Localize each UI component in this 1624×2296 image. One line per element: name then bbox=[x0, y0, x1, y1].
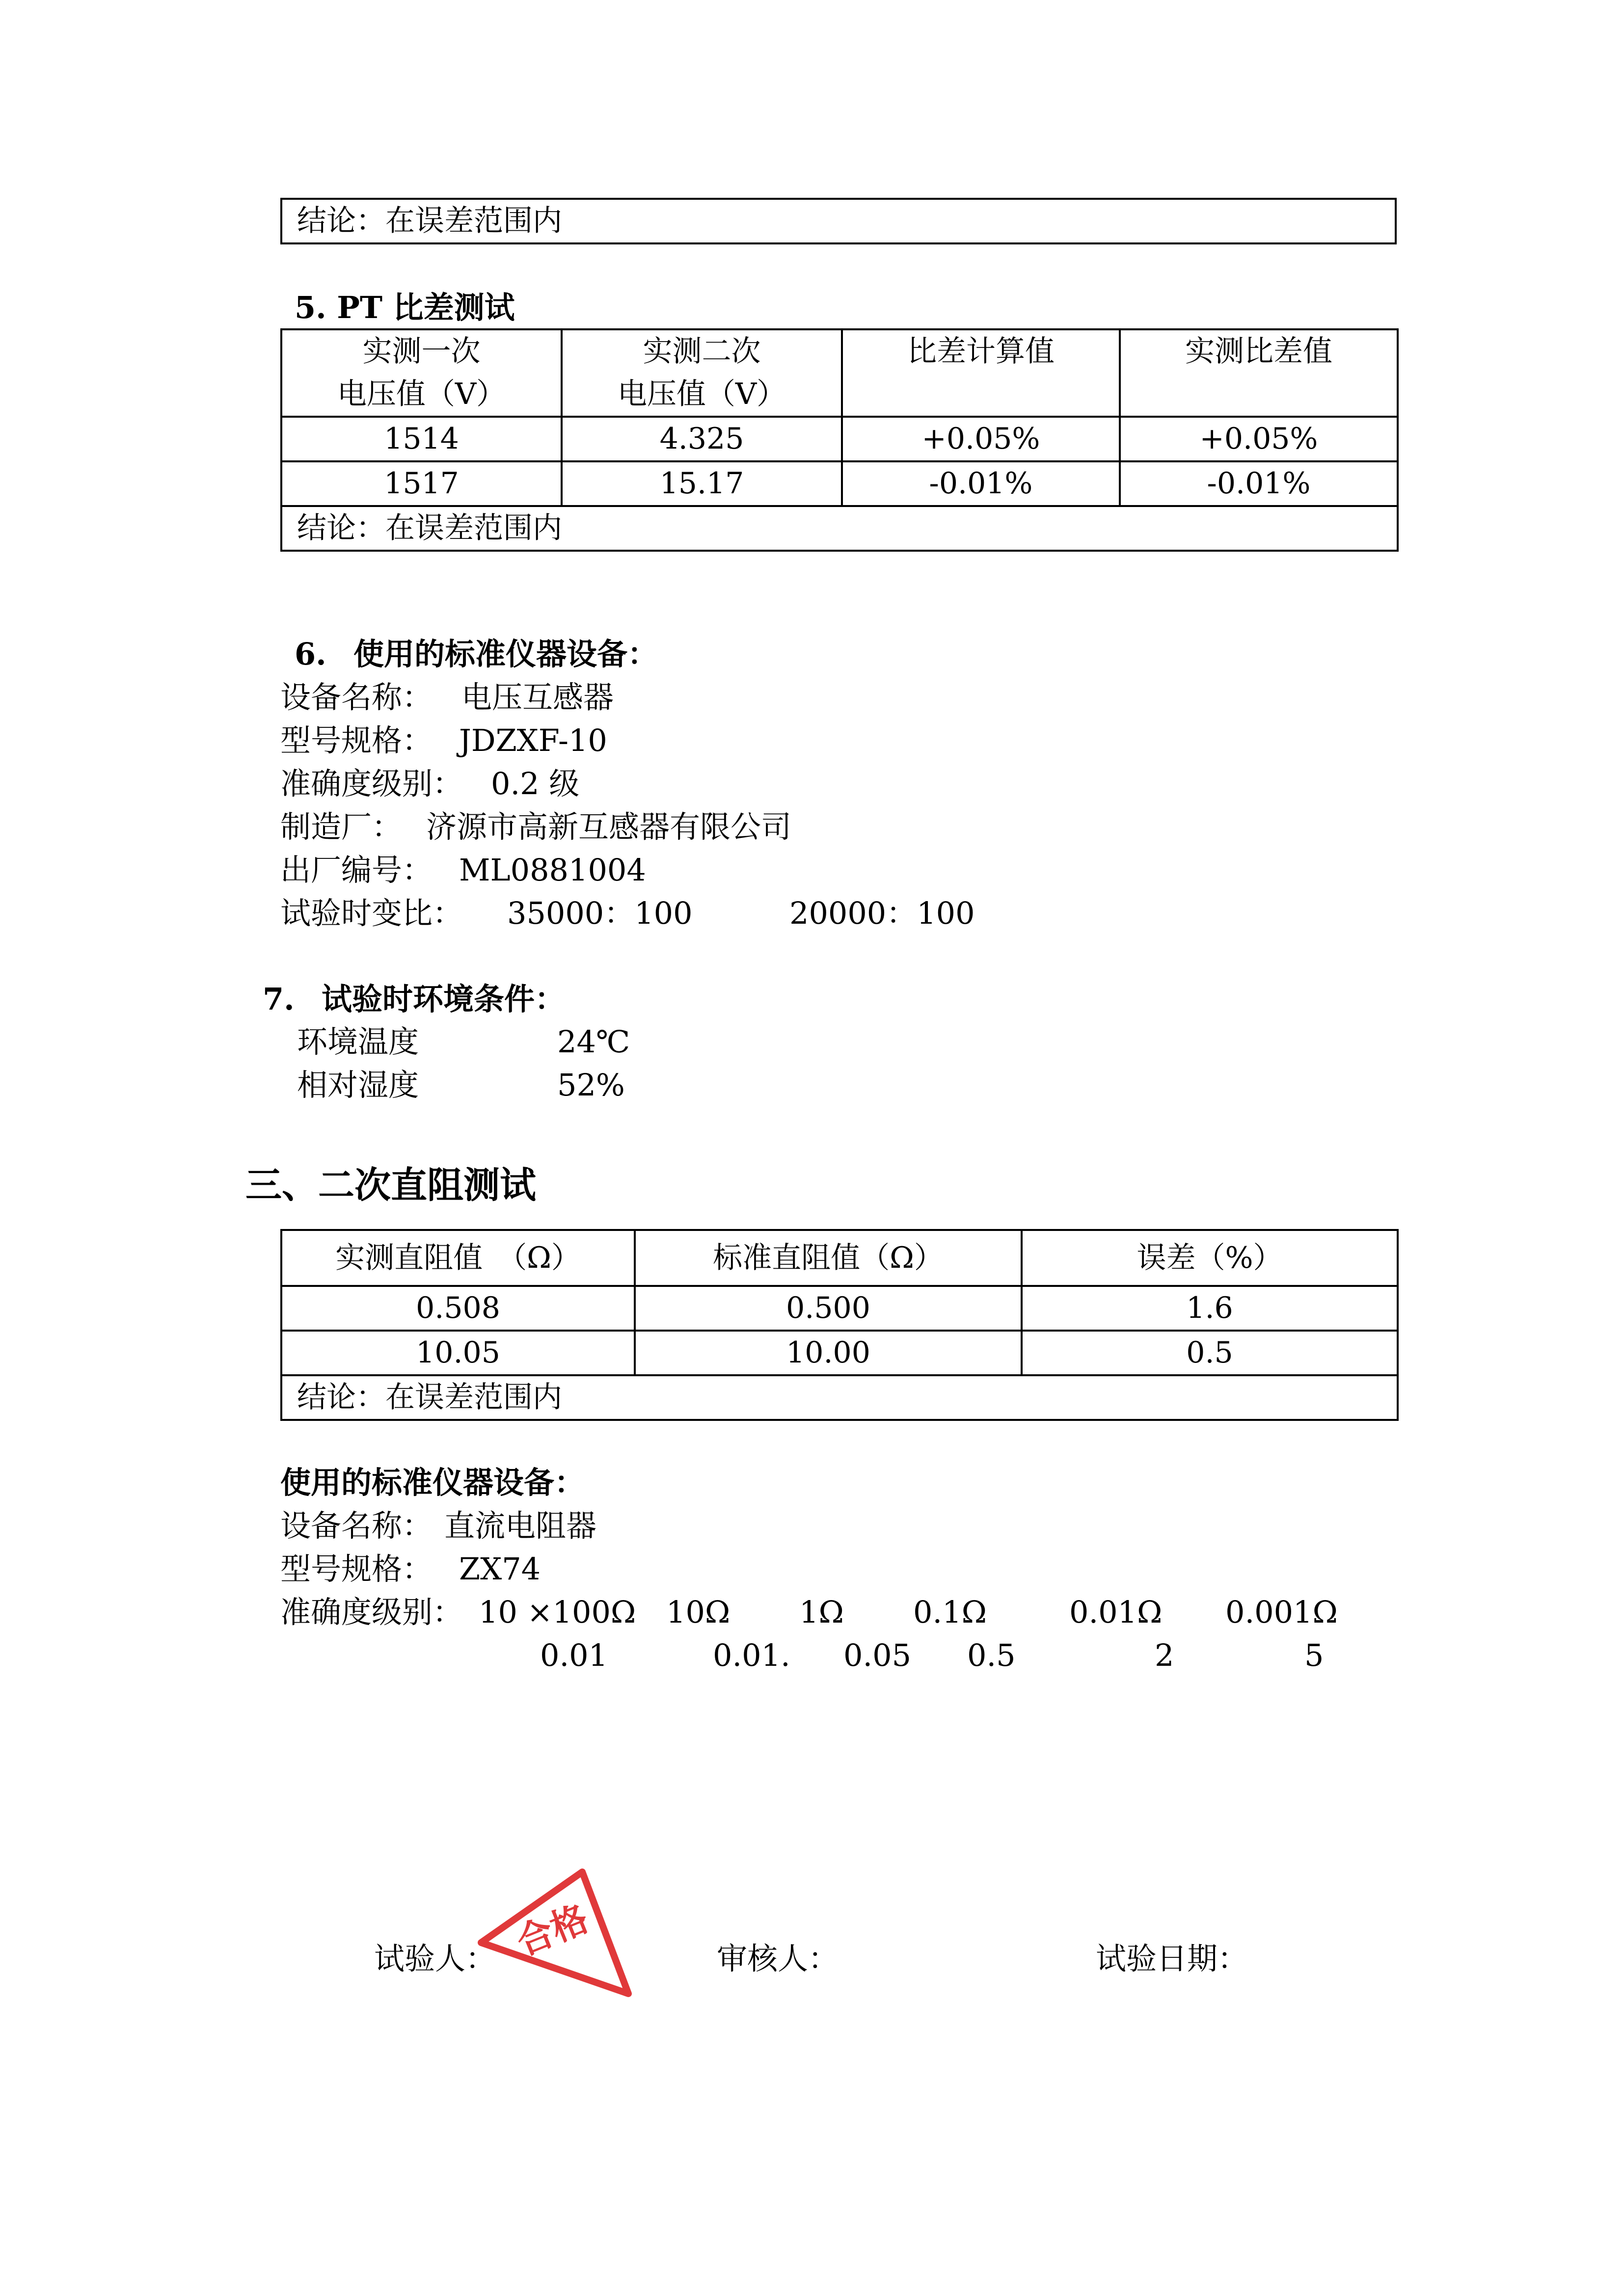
dc-equipment-accuracy-label: 准确度级别： bbox=[280, 1594, 463, 1630]
table-row bbox=[281, 1286, 1398, 1331]
temperature-label: 环境温度 bbox=[297, 1024, 419, 1060]
table-cell: +0.05% bbox=[842, 417, 1120, 461]
table-cell: 0.508 bbox=[281, 1286, 635, 1331]
equipment-name-value: 电压互感器 bbox=[461, 679, 614, 715]
range-value: 10Ω bbox=[666, 1594, 731, 1630]
range-value: 0.001Ω bbox=[1225, 1594, 1338, 1630]
environment-heading: 试验时环境条件： bbox=[322, 981, 566, 1017]
date-label: 试验日期： bbox=[1096, 1941, 1248, 1976]
humidity-label: 相对湿度 bbox=[297, 1067, 419, 1103]
pt-header-primary: 实测一次 电压值（V） bbox=[281, 329, 562, 417]
range-value: 0.01Ω bbox=[1069, 1594, 1163, 1630]
equipment-heading-number: 6. bbox=[295, 636, 326, 672]
environment-heading-number: 7. bbox=[263, 981, 295, 1017]
class-value: 0.01 bbox=[540, 1637, 608, 1673]
qualified-stamp bbox=[471, 1860, 638, 2007]
table-cell: 0.500 bbox=[635, 1286, 1022, 1331]
equipment-ratio-value-1: 35000：100 bbox=[507, 895, 693, 931]
dc-header-standard: 标准直阻值（Ω） bbox=[635, 1230, 1022, 1286]
equipment-accuracy-label: 准确度级别： bbox=[280, 766, 463, 801]
table-cell: 4.325 bbox=[562, 417, 842, 461]
equipment-name-label: 设备名称： bbox=[280, 679, 433, 715]
equipment-maker-value: 济源市高新互感器有限公司 bbox=[426, 809, 792, 845]
table-cell: 10.00 bbox=[635, 1331, 1022, 1375]
temperature-value: 24℃ bbox=[557, 1024, 630, 1060]
table-row bbox=[281, 461, 1398, 506]
humidity-value: 52% bbox=[557, 1067, 625, 1103]
class-value: 0.5 bbox=[967, 1637, 1016, 1673]
equipment-ratio-value-2: 20000：100 bbox=[789, 895, 975, 931]
table-cell: +0.05% bbox=[1120, 417, 1398, 461]
range-value: 10 ×100Ω bbox=[479, 1594, 636, 1630]
table-cell: 15.17 bbox=[562, 461, 842, 506]
table-cell: -0.01% bbox=[1120, 461, 1398, 506]
dc-equipment-model-label: 型号规格： bbox=[280, 1551, 433, 1587]
table-row bbox=[281, 1331, 1398, 1375]
pt-section-heading: 5. PT 比差测试 bbox=[295, 290, 515, 325]
class-value: 5 bbox=[1304, 1637, 1324, 1673]
conclusion-top: 结论：在误差范围内 bbox=[281, 199, 1396, 243]
table-row bbox=[281, 417, 1398, 461]
range-value: 0.1Ω bbox=[913, 1594, 987, 1630]
table-cell: 1514 bbox=[281, 417, 562, 461]
class-value: 2 bbox=[1155, 1637, 1174, 1673]
equipment-serial-value: ML0881004 bbox=[459, 852, 646, 888]
pt-header-calc: 比差计算值 bbox=[842, 329, 1120, 417]
range-value: 1Ω bbox=[799, 1594, 844, 1630]
class-value: 0.05 bbox=[843, 1637, 912, 1673]
dc-header-error: 误差（%） bbox=[1022, 1230, 1398, 1286]
conclusion-box-top bbox=[280, 198, 1397, 244]
dc-equipment-heading: 使用的标准仪器设备： bbox=[280, 1465, 585, 1500]
dc-section-heading: 三、二次直阻测试 bbox=[245, 1164, 536, 1206]
equipment-model-value: JDZXF-10 bbox=[459, 722, 607, 758]
equipment-serial-label: 出厂编号： bbox=[280, 852, 433, 888]
dc-conclusion: 结论：在误差范围内 bbox=[281, 1375, 1398, 1420]
table-cell: 1.6 bbox=[1022, 1286, 1398, 1331]
dc-header-measured: 实测直阻值 （Ω） bbox=[281, 1230, 635, 1286]
table-cell: 0.5 bbox=[1022, 1331, 1398, 1375]
equipment-maker-label: 制造厂： bbox=[280, 809, 403, 845]
dc-equipment-name-value: 直流电阻器 bbox=[444, 1508, 597, 1544]
class-value: 0.01. bbox=[713, 1637, 790, 1673]
dc-equipment-model-value: ZX74 bbox=[459, 1551, 541, 1587]
equipment-heading: 使用的标准仪器设备： bbox=[353, 636, 658, 672]
stamp-text: 合格 bbox=[511, 1897, 595, 1964]
tester-label: 试验人： bbox=[374, 1941, 496, 1976]
table-cell: 1517 bbox=[281, 461, 562, 506]
equipment-model-label: 型号规格： bbox=[280, 722, 433, 758]
reviewer-label: 审核人： bbox=[717, 1941, 839, 1976]
pt-header-measured: 实测比差值 bbox=[1120, 329, 1398, 417]
pt-ratio-table bbox=[280, 328, 1399, 552]
dc-equipment-name-label: 设备名称： bbox=[280, 1508, 433, 1544]
table-cell: -0.01% bbox=[842, 461, 1120, 506]
equipment-accuracy-value: 0.2 级 bbox=[491, 766, 580, 801]
pt-header-secondary: 实测二次 电压值（V） bbox=[562, 329, 842, 417]
dc-resistance-table bbox=[280, 1229, 1399, 1421]
pt-conclusion: 结论：在误差范围内 bbox=[281, 506, 1398, 551]
equipment-ratio-label: 试验时变比： bbox=[280, 895, 463, 931]
table-cell: 10.05 bbox=[281, 1331, 635, 1375]
